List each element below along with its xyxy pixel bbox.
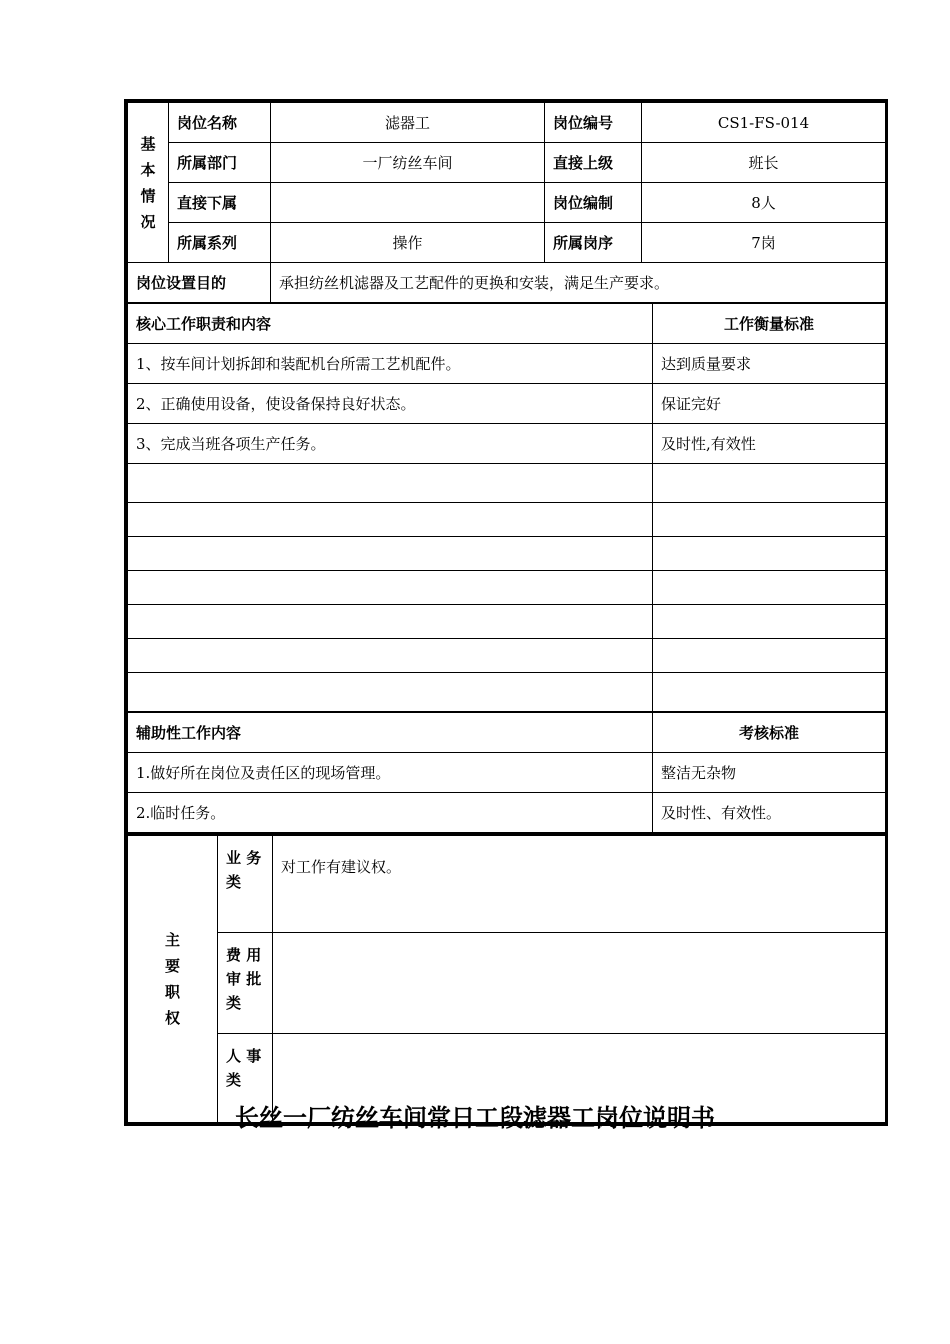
table-row	[128, 424, 886, 464]
subordinate-value	[271, 183, 545, 223]
empty-row	[128, 673, 886, 712]
basic-info-table	[127, 102, 886, 303]
empty-cell	[128, 639, 653, 673]
core-item-standard: 保证完好	[653, 384, 886, 424]
empty-row	[128, 537, 886, 571]
empty-row	[128, 571, 886, 605]
position-code-value: CS1-FS-014	[642, 103, 886, 143]
core-item-content: 1、按车间计划拆卸和装配机台所需工艺机配件。	[128, 344, 653, 384]
purpose-row	[128, 263, 886, 303]
empty-row	[128, 464, 886, 503]
rights-expense-label: 费 用 审 批 类	[218, 933, 273, 1034]
aux-header-right: 考核标准	[653, 713, 886, 753]
table-row	[128, 344, 886, 384]
rights-row	[128, 835, 886, 933]
empty-cell	[128, 464, 653, 503]
core-header-right: 工作衡量标准	[653, 304, 886, 344]
core-item-standard: 及时性,有效性	[653, 424, 886, 464]
basic-row	[128, 183, 886, 223]
empty-cell	[128, 503, 653, 537]
position-code-label: 岗位编号	[545, 103, 642, 143]
empty-cell	[653, 605, 886, 639]
empty-row	[128, 503, 886, 537]
series-label: 所属系列	[169, 223, 271, 263]
core-header-row	[128, 304, 886, 344]
rights-section-label: 主 要 职 权	[128, 835, 218, 1123]
core-item-standard: 达到质量要求	[653, 344, 886, 384]
basic-row	[128, 143, 886, 183]
rights-business-value: 对工作有建议权。	[273, 835, 886, 933]
grade-label: 所属岗序	[545, 223, 642, 263]
position-name-value: 滤器工	[271, 103, 545, 143]
table-row	[128, 793, 886, 833]
aux-header-left: 辅助性工作内容	[128, 713, 653, 753]
empty-cell	[653, 571, 886, 605]
department-value: 一厂纺丝车间	[271, 143, 545, 183]
empty-cell	[653, 464, 886, 503]
department-label: 所属部门	[169, 143, 271, 183]
basic-row	[128, 223, 886, 263]
empty-cell	[653, 639, 886, 673]
aux-duties-table	[127, 712, 886, 833]
rights-table	[127, 833, 886, 1123]
rights-business-label: 业 务 类	[218, 835, 273, 933]
basic-row	[128, 103, 886, 143]
empty-cell	[128, 571, 653, 605]
empty-row	[128, 605, 886, 639]
job-description-form	[124, 99, 888, 1126]
series-value: 操作	[271, 223, 545, 263]
empty-row	[128, 639, 886, 673]
empty-cell	[128, 537, 653, 571]
rights-expense-value	[273, 933, 886, 1034]
purpose-value: 承担纺丝机滤器及工艺配件的更换和安装，满足生产要求。	[271, 263, 886, 303]
headcount-label: 岗位编制	[545, 183, 642, 223]
headcount-value: 8人	[642, 183, 886, 223]
core-duties-table	[127, 303, 886, 712]
supervisor-value: 班长	[642, 143, 886, 183]
core-item-content: 2、正确使用设备，使设备保持良好状态。	[128, 384, 653, 424]
aux-header-row	[128, 713, 886, 753]
grade-value: 7岗	[642, 223, 886, 263]
rights-row	[128, 933, 886, 1034]
supervisor-label: 直接上级	[545, 143, 642, 183]
empty-cell	[653, 673, 886, 712]
empty-cell	[128, 605, 653, 639]
core-header-left: 核心工作职责和内容	[128, 304, 653, 344]
table-row	[128, 384, 886, 424]
subordinate-label: 直接下属	[169, 183, 271, 223]
purpose-label: 岗位设置目的	[128, 263, 271, 303]
empty-cell	[653, 503, 886, 537]
table-row	[128, 753, 886, 793]
aux-item-standard: 及时性、有效性。	[653, 793, 886, 833]
aux-item-standard: 整洁无杂物	[653, 753, 886, 793]
document-title: 长丝一厂纺丝车间常日工段滤器工岗位说明书	[235, 1104, 715, 1132]
position-name-label: 岗位名称	[169, 103, 271, 143]
empty-cell	[128, 673, 653, 712]
rights-personnel-label: 人 事 类	[218, 1034, 273, 1123]
aux-item-content: 2.临时任务。	[128, 793, 653, 833]
empty-cell	[653, 537, 886, 571]
aux-item-content: 1.做好所在岗位及责任区的现场管理。	[128, 753, 653, 793]
basic-section-label: 基 本 情 况	[128, 103, 169, 263]
core-item-content: 3、完成当班各项生产任务。	[128, 424, 653, 464]
